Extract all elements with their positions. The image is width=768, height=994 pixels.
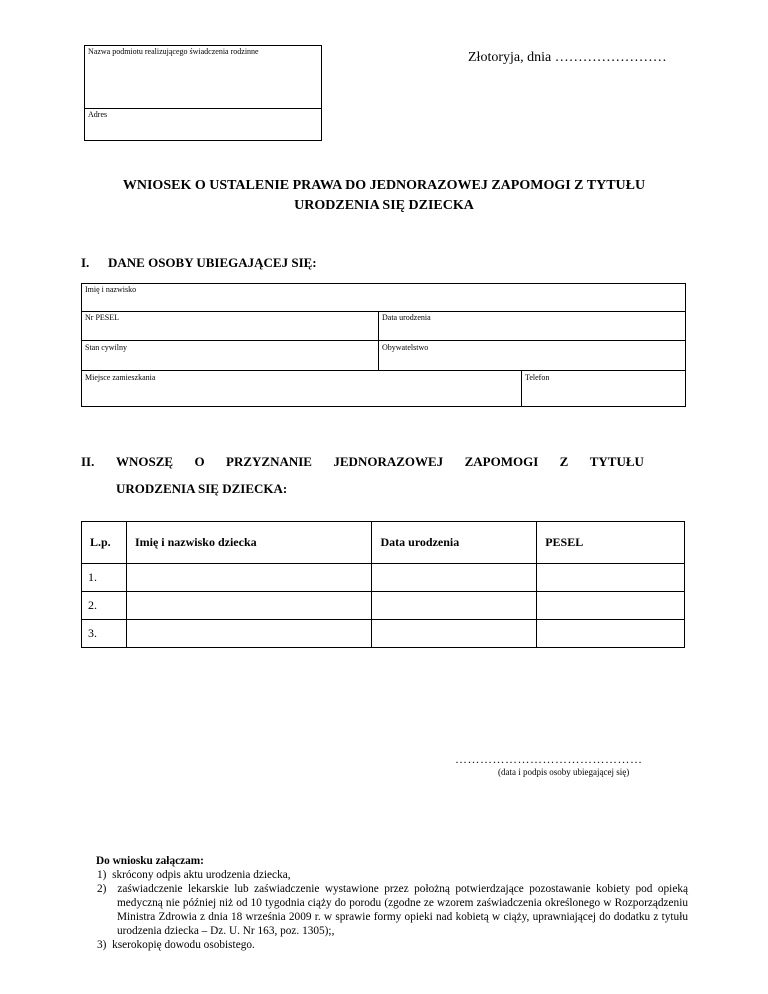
birth-date-cell[interactable] bbox=[372, 592, 537, 620]
pesel-cell[interactable] bbox=[537, 564, 685, 592]
birth-date-cell[interactable] bbox=[372, 564, 537, 592]
entity-address-divider bbox=[84, 108, 322, 109]
row-divider bbox=[81, 311, 686, 312]
attachment-number: 2) bbox=[97, 883, 118, 895]
child-name-cell[interactable] bbox=[126, 564, 372, 592]
col-header-birth-date: Data urodzenia bbox=[372, 522, 537, 564]
col-divider bbox=[378, 311, 379, 370]
field-name-label: Imię i nazwisko bbox=[85, 285, 137, 294]
section2-number: II. bbox=[81, 454, 95, 469]
row-number: 1. bbox=[82, 564, 127, 592]
attachment-item bbox=[97, 938, 688, 952]
table-header-row bbox=[82, 522, 685, 564]
heading-word: O bbox=[194, 454, 205, 469]
address-label: Adres bbox=[88, 110, 108, 119]
title-line-1: WNIOSEK O USTALENIE PRAWA DO JEDNORAZOWEJ ZAPOMOGI Z TYTUŁU bbox=[122, 178, 646, 193]
section1-number: I. bbox=[81, 255, 90, 270]
col-header-child-name: Imię i nazwisko dziecka bbox=[126, 522, 372, 564]
children-table bbox=[81, 521, 685, 648]
row-number: 2. bbox=[82, 592, 127, 620]
field-pesel-label: Nr PESEL bbox=[85, 313, 119, 322]
field-residence-label: Miejsce zamieszkania bbox=[85, 373, 156, 382]
attachment-item bbox=[97, 882, 688, 938]
attachment-number: 3) bbox=[97, 939, 113, 951]
pesel-cell[interactable] bbox=[537, 592, 685, 620]
table-row bbox=[82, 564, 685, 592]
pesel-cell[interactable] bbox=[537, 620, 685, 648]
row-divider bbox=[81, 340, 686, 341]
child-name-cell[interactable] bbox=[126, 592, 372, 620]
col-divider bbox=[521, 370, 522, 407]
table-row bbox=[82, 620, 685, 648]
attachments-heading: Do wniosku załączam: bbox=[96, 855, 204, 867]
attachment-text: zaświadczenie lekarskie lub zaświadczenie wystawione przez położną potwierdzające pozostawanie kobiety pod opieką medyczną nie później niż od 10 tygodnia ciąży do porodu (zgodne ze wzorem zaświadczenia określonego w Rozporządzeniu Ministra Zdrowia z dnia 18 września 2009 r. w sprawie formy opieki nad kobietą w ciąży, uprawniającej do dodatku z tytułu urodzenia dziecka – Dz. U. Nr 163, poz. 1305);, bbox=[117, 883, 688, 937]
place-date: Złotoryja, dnia …………………… bbox=[468, 50, 667, 65]
signature-dots: ……………………………………… bbox=[455, 752, 643, 766]
attachment-text: skrócony odpis aktu urodzenia dziecka, bbox=[112, 869, 291, 881]
document-title bbox=[60, 176, 708, 216]
field-birth-date-label: Data urodzenia bbox=[382, 313, 431, 322]
field-phone-label: Telefon bbox=[525, 373, 550, 382]
attachment-number: 1) bbox=[97, 869, 113, 881]
heading-word: TYTUŁU bbox=[589, 454, 644, 469]
title-line-2: URODZENIA SIĘ DZIECKA bbox=[294, 198, 474, 213]
child-name-cell[interactable] bbox=[126, 620, 372, 648]
birth-date-cell[interactable] bbox=[372, 620, 537, 648]
attachments-section bbox=[96, 854, 688, 952]
heading-word: Z bbox=[559, 454, 569, 469]
attachments-list bbox=[78, 868, 688, 952]
entity-box bbox=[84, 45, 322, 141]
table-row bbox=[82, 592, 685, 620]
section2-heading-line2: URODZENIA SIĘ DZIECKA: bbox=[116, 481, 288, 496]
signature-caption: (data i podpis osoby ubiegającej się) bbox=[498, 767, 630, 777]
attachment-text: kserokopię dowodu osobistego. bbox=[112, 939, 255, 951]
field-citizenship-label: Obywatelstwo bbox=[382, 343, 429, 352]
section1-heading: DANE OSOBY UBIEGAJĄCEJ SIĘ: bbox=[108, 255, 317, 270]
heading-word: ZAPOMOGI bbox=[464, 454, 539, 469]
heading-word: JEDNORAZOWEJ bbox=[333, 454, 444, 469]
row-divider bbox=[81, 370, 686, 371]
heading-word: PRZYZNANIE bbox=[226, 454, 312, 469]
col-header-pesel: PESEL bbox=[537, 522, 685, 564]
attachment-item bbox=[97, 868, 688, 882]
row-number: 3. bbox=[82, 620, 127, 648]
section2-heading-line1 bbox=[116, 454, 644, 470]
field-civil-status-label: Stan cywilny bbox=[85, 343, 127, 352]
col-header-lp: L.p. bbox=[82, 522, 127, 564]
entity-label: Nazwa podmiotu realizującego świadczenia rodzinne bbox=[88, 47, 259, 56]
heading-word: WNOSZĘ bbox=[116, 454, 174, 469]
